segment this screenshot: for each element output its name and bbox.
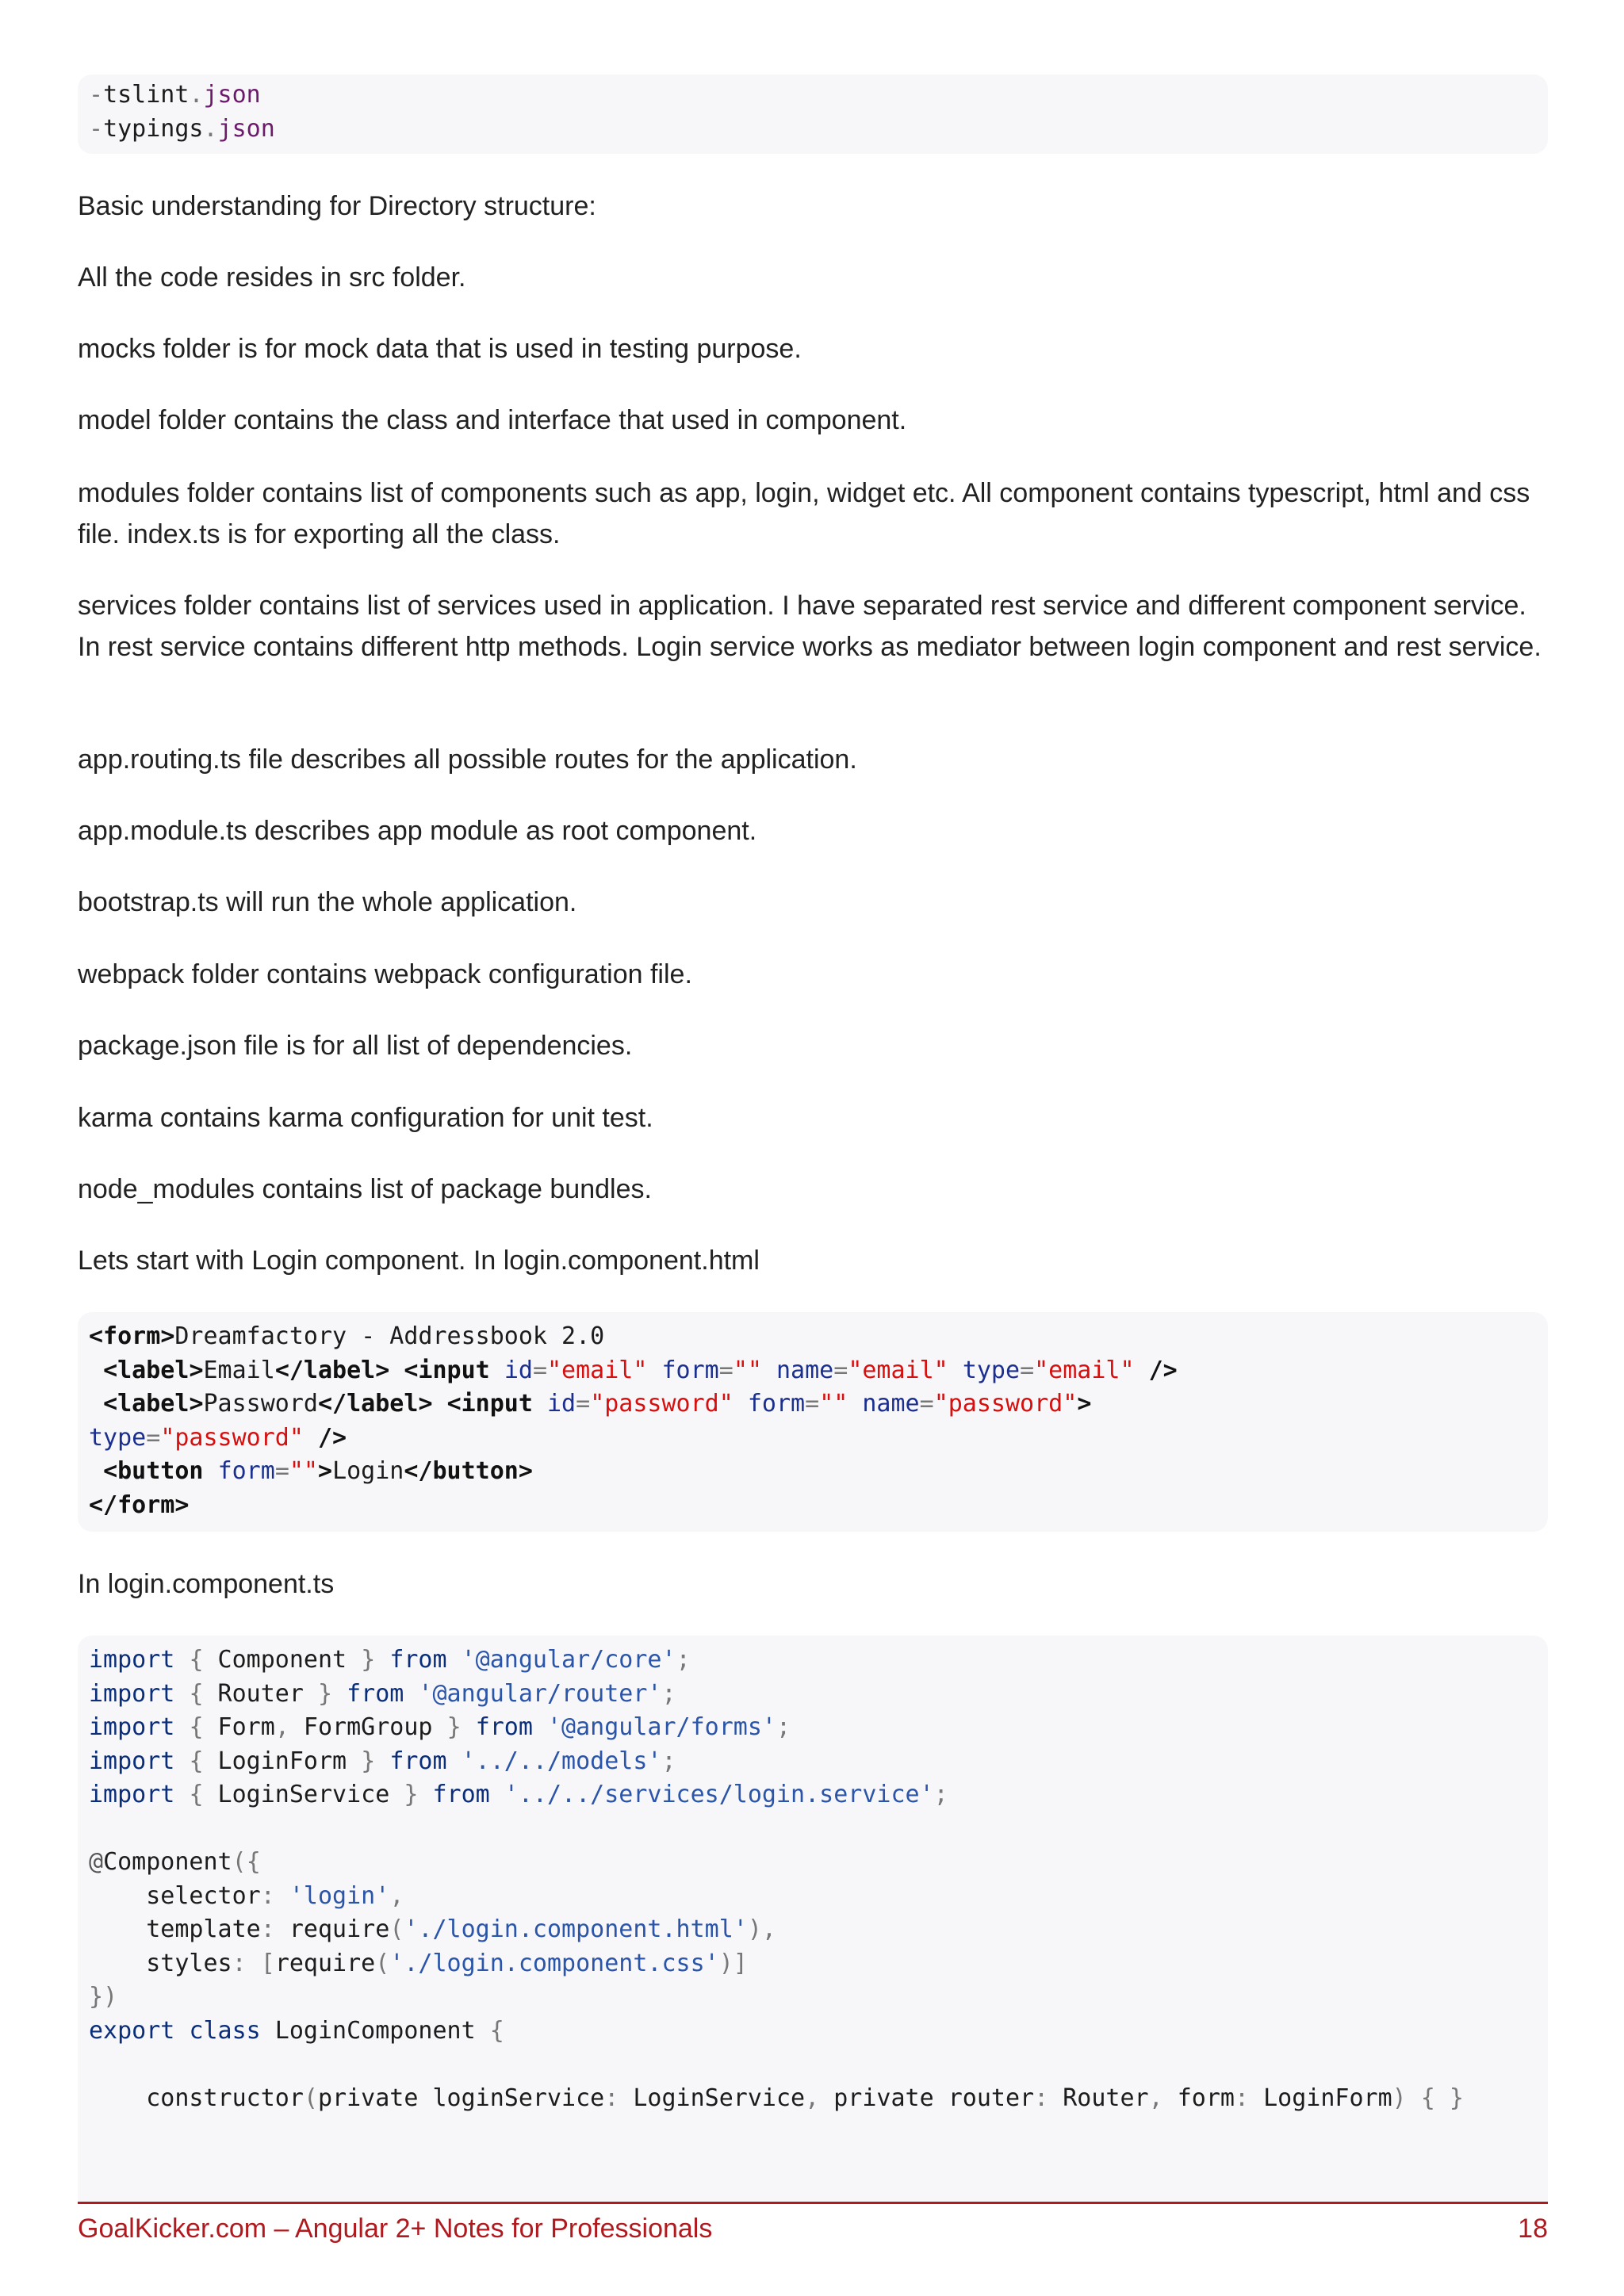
code-line: selector: 'login',	[89, 1881, 404, 1910]
paragraph: node_modules contains list of package bundles.	[78, 1174, 652, 1204]
code-line: <button form="">Login</button>	[103, 1457, 533, 1485]
code-line: })	[89, 1983, 118, 2011]
code-line: export class LoginComponent {	[89, 2016, 504, 2045]
code-line: import { Router } from '@angular/router';	[89, 1679, 676, 1708]
paragraph: Basic understanding for Directory structure:	[78, 191, 596, 221]
code-line: <label>Email</label> <input id="email" form="" name="email" type="email" />	[103, 1356, 1178, 1384]
code-line: import { LoginForm } from '../../models';	[89, 1747, 676, 1775]
paragraph: model folder contains the class and interface that used in component.	[78, 405, 907, 435]
code-line: <form>Dreamfactory - Addressbook 2.0	[89, 1322, 605, 1350]
code-line: @Component({	[89, 1848, 261, 1876]
paragraph: app.module.ts describes app module as root component.	[78, 816, 757, 846]
code-line: type="password" />	[89, 1423, 347, 1452]
paragraph: modules folder contains list of components such as app, login, widget etc. All component contains typescript, html and css file. index.ts is for exporting all the class.	[78, 478, 1530, 549]
code-line: -tslint.json	[89, 81, 261, 109]
page-footer	[78, 2202, 1548, 2244]
code-block-login-html	[78, 1312, 1548, 1532]
paragraph: karma contains karma configuration for unit test.	[78, 1103, 653, 1133]
paragraph: app.routing.ts file describes all possible routes for the application.	[78, 744, 857, 775]
paragraph: mocks folder is for mock data that is used in testing purpose.	[78, 334, 802, 364]
code-line: import { LoginService } from '../../services/login.service';	[89, 1781, 948, 1808]
code-line: template: require('./login.component.html'),	[89, 1915, 776, 1943]
code-line: <label>Password</label> <input id="password" form="" name="password">	[103, 1390, 1092, 1418]
code-block-file-list	[78, 75, 1548, 154]
paragraph: All the code resides in src folder.	[78, 262, 466, 293]
footer-title: GoalKicker.com – Angular 2+ Notes for Professionals	[78, 2214, 713, 2244]
code-line: import { Component } from '@angular/core';	[89, 1646, 691, 1674]
code-line	[89, 1812, 1537, 1846]
paragraph: In login.component.ts	[78, 1569, 335, 1599]
code-line: </form>	[89, 1490, 190, 1519]
code-line: -typings.json	[89, 114, 275, 143]
paragraph: Lets start with Login component. In login.component.html	[78, 1246, 760, 1276]
code-line: styles: [require('./login.component.css')]	[89, 1949, 748, 1977]
paragraph: package.json file is for all list of dependencies.	[78, 1031, 633, 1061]
code-line: import { Form, FormGroup } from '@angular/forms';	[89, 1713, 791, 1741]
page-number: 18	[1518, 2214, 1548, 2244]
code-line: constructor(private loginService: LoginService, private router: Router, form: LoginForm) { }	[89, 2084, 1464, 2112]
code-line	[89, 2048, 1537, 2082]
code-block-login-ts	[78, 1636, 1548, 2202]
paragraph: bootstrap.ts will run the whole application.	[78, 887, 577, 917]
paragraph: webpack folder contains webpack configuration file.	[78, 959, 692, 989]
paragraph: services folder contains list of services used in application. I have separated rest service and different component service. In rest service contains different http methods. Login service works as mediator between login component and rest service.	[78, 591, 1542, 662]
